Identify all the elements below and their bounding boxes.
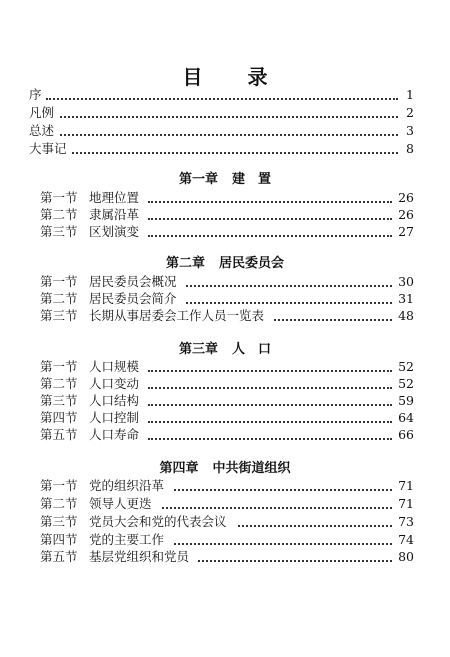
page-number: 31 [398,291,414,306]
section-number: 第四节 [40,532,78,547]
entry-label: 总述 [29,123,55,138]
section-name: 区划演变 [89,224,140,239]
section-name: 人口规模 [89,359,140,374]
section-name: 人口寿命 [89,427,140,442]
page-number: 52 [398,359,414,374]
page-number: 3 [406,123,414,138]
leader-dots [174,543,392,545]
page-number: 59 [398,393,414,408]
section-number: 第一节 [40,478,78,493]
section-number: 第一节 [40,274,78,289]
section-name: 党的组织沿革 [89,478,165,493]
section-number: 第三节 [40,514,78,529]
leader-dots [148,387,392,389]
page-number: 30 [398,274,414,289]
page-title-char-1: 目 [182,65,203,89]
leader-dots [60,134,398,136]
section-name: 人口控制 [89,410,140,425]
section-name: 隶属沿革 [89,207,140,222]
section-name: 地理位置 [89,190,140,205]
page-number: 26 [398,190,414,205]
section-number: 第五节 [40,549,78,564]
section-number: 第三节 [40,393,78,408]
page-number: 1 [406,87,414,102]
leader-dots [148,370,392,372]
page-number: 74 [398,532,414,547]
page-number: 71 [398,496,414,511]
leader-dots [46,98,398,100]
section-name: 人口结构 [89,393,140,408]
page-number: 26 [398,207,414,222]
entry-label: 大事记 [29,141,67,156]
section-name: 居民委员会概况 [89,274,177,289]
toc-entry-preface[interactable] [0,85,450,105]
section-name: 基层党组织和党员 [89,549,190,564]
page-title-char-2: 录 [247,65,268,89]
section-name: 长期从事居委会工作人员一览表 [89,308,265,323]
section-number: 第一节 [40,359,78,374]
toc-entry-guide[interactable] [0,103,450,123]
page-number: 80 [398,549,414,564]
entry-label: 凡例 [29,105,55,120]
page-number: 52 [398,376,414,391]
leader-dots [148,235,392,237]
leader-dots [148,218,392,220]
leader-dots [148,421,392,423]
page-number: 48 [398,308,414,323]
toc-entry[interactable] [0,547,450,567]
toc-entry[interactable] [0,494,450,514]
section-name: 领导人更迭 [89,496,152,511]
chapter-title: 人 口 [232,342,272,357]
page-number: 64 [398,410,414,425]
page-number: 27 [398,224,414,239]
toc-entry[interactable] [0,306,450,326]
chapter-number: 第四章 [159,461,199,476]
page-number: 73 [398,514,414,529]
leader-dots [162,507,392,509]
page-number: 71 [398,478,414,493]
leader-dots [238,525,392,527]
chapter-number: 第二章 [165,256,205,271]
section-name: 人口变动 [89,376,140,391]
section-number: 第三节 [40,308,78,323]
section-number: 第三节 [40,224,78,239]
toc-entry[interactable] [0,425,450,445]
leader-dots [148,404,392,406]
toc-entry[interactable] [0,222,450,242]
leader-dots [60,116,398,118]
chapter-title: 居民委员会 [219,256,285,271]
toc-entry[interactable] [0,512,450,532]
page-number: 66 [398,427,414,442]
entry-label: 序 [29,87,42,102]
page-number: 2 [406,105,414,120]
section-name: 居民委员会简介 [89,291,177,306]
section-name: 党员大会和党的代表会议 [89,514,227,529]
toc-entry[interactable] [0,476,450,496]
toc-entry-overview[interactable] [0,121,450,141]
leader-dots [186,302,392,304]
chapter-number: 第一章 [178,172,218,187]
section-name: 党的主要工作 [89,532,165,547]
section-number: 第二节 [40,291,78,306]
section-number: 第五节 [40,427,78,442]
leader-dots [148,201,392,203]
toc-entry-chronicle[interactable] [0,139,450,159]
page-number: 8 [406,141,414,156]
leader-dots [72,152,398,154]
chapter-title: 建 置 [232,172,272,187]
chapter-number: 第三章 [178,342,218,357]
chapter-title: 中共街道组织 [212,461,291,476]
leader-dots [274,319,392,321]
leader-dots [148,438,392,440]
section-number: 第四节 [40,410,78,425]
section-number: 第二节 [40,207,78,222]
section-number: 第二节 [40,376,78,391]
leader-dots [186,285,392,287]
section-number: 第二节 [40,496,78,511]
leader-dots [198,560,392,562]
leader-dots [174,489,392,491]
section-number: 第一节 [40,190,78,205]
